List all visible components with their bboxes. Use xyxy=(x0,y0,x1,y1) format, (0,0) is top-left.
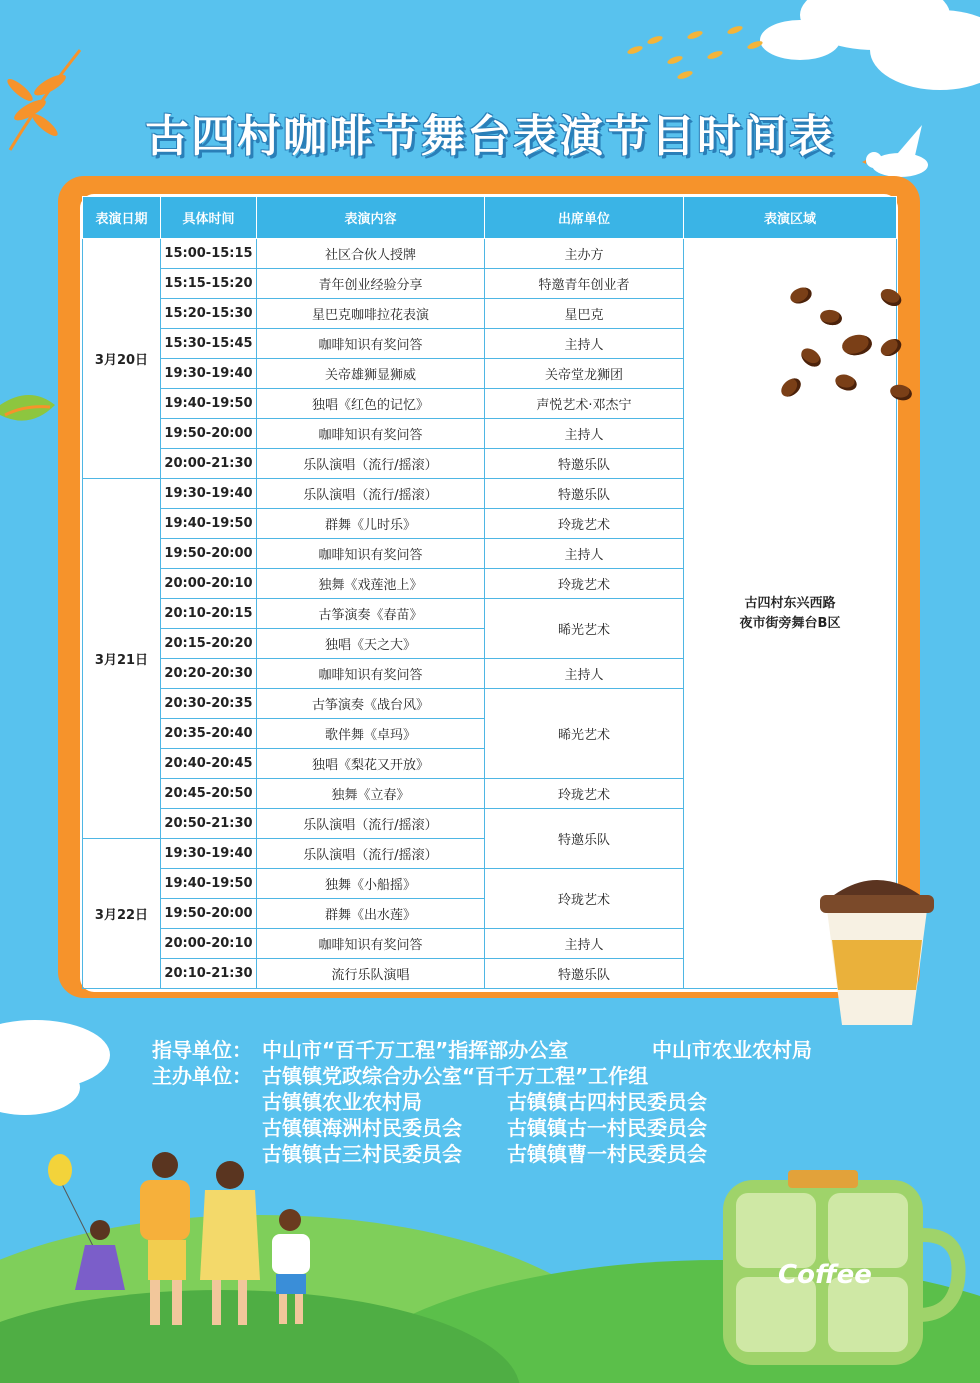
unit-cell: 主持人 xyxy=(485,929,684,959)
coffee-cup-icon xyxy=(812,865,942,1030)
unit-cell: 星巴克 xyxy=(485,299,684,329)
family-illustration xyxy=(40,1150,360,1340)
time-cell: 20:35-20:40 xyxy=(161,719,257,749)
unit-cell: 主持人 xyxy=(485,419,684,449)
content-cell: 咖啡知识有奖问答 xyxy=(257,419,485,449)
unit-cell: 声悦艺术·邓杰宁 xyxy=(485,389,684,419)
time-cell: 15:00-15:15 xyxy=(161,239,257,269)
unit-cell: 晞光艺术 xyxy=(485,689,684,779)
unit-cell: 主办方 xyxy=(485,239,684,269)
table-header-row xyxy=(83,197,897,239)
table-row xyxy=(83,239,897,269)
unit-cell: 关帝堂龙狮团 xyxy=(485,359,684,389)
time-cell: 20:50-21:30 xyxy=(161,809,257,839)
time-cell: 19:40-19:50 xyxy=(161,389,257,419)
page-title: 古四村咖啡节舞台表演节目时间表 xyxy=(145,111,835,162)
schedule-table xyxy=(82,196,897,989)
guide-org: 中山市“百千万工程”指挥部办公室 xyxy=(262,1038,569,1062)
unit-cell: 玲珑艺术 xyxy=(485,569,684,599)
content-cell: 流行乐队演唱 xyxy=(257,959,485,989)
mug-text: Coffee xyxy=(778,1260,872,1290)
time-cell: 20:15-20:20 xyxy=(161,629,257,659)
content-cell: 社区合伙人授牌 xyxy=(257,239,485,269)
unit-cell: 主持人 xyxy=(485,329,684,359)
time-cell: 19:50-20:00 xyxy=(161,419,257,449)
time-cell: 20:00-21:30 xyxy=(161,449,257,479)
time-cell: 19:30-19:40 xyxy=(161,479,257,509)
guide-label: 指导单位： xyxy=(152,1038,252,1062)
unit-cell: 玲珑艺术 xyxy=(485,509,684,539)
time-cell: 19:50-20:00 xyxy=(161,899,257,929)
unit-cell: 主持人 xyxy=(485,659,684,689)
date-cell: 3月22日 xyxy=(83,839,161,989)
content-cell: 古筝演奏《战台风》 xyxy=(257,689,485,719)
unit-cell: 晞光艺术 xyxy=(485,599,684,659)
host-org: 古镇镇农业农村局 xyxy=(262,1090,422,1114)
grain-icon xyxy=(615,10,775,90)
time-cell: 20:00-20:10 xyxy=(161,929,257,959)
time-cell: 20:40-20:45 xyxy=(161,749,257,779)
unit-cell: 特邀乐队 xyxy=(485,809,684,869)
content-cell: 青年创业经验分享 xyxy=(257,269,485,299)
host-org: 古镇镇古四村民委员会 xyxy=(507,1090,707,1114)
unit-cell: 特邀青年创业者 xyxy=(485,269,684,299)
content-cell: 独舞《小船摇》 xyxy=(257,869,485,899)
content-cell: 独唱《红色的记忆》 xyxy=(257,389,485,419)
content-cell: 咖啡知识有奖问答 xyxy=(257,539,485,569)
time-cell: 20:00-20:10 xyxy=(161,569,257,599)
date-cell: 3月20日 xyxy=(83,239,161,479)
unit-cell: 特邀乐队 xyxy=(485,959,684,989)
column-header: 表演内容 xyxy=(257,197,485,239)
content-cell: 独唱《天之大》 xyxy=(257,629,485,659)
host-org: 古镇镇曹一村民委员会 xyxy=(507,1142,707,1166)
time-cell: 20:10-21:30 xyxy=(161,959,257,989)
content-cell: 歌伴舞《卓玛》 xyxy=(257,719,485,749)
coffee-beans-icon xyxy=(780,280,920,410)
column-header: 具体时间 xyxy=(161,197,257,239)
time-cell: 19:40-19:50 xyxy=(161,509,257,539)
host-org: 古镇镇海洲村民委员会 xyxy=(262,1116,462,1140)
coffee-mug-farm-icon xyxy=(718,1165,968,1375)
time-cell: 15:30-15:45 xyxy=(161,329,257,359)
unit-cell: 特邀乐队 xyxy=(485,479,684,509)
content-cell: 咖啡知识有奖问答 xyxy=(257,329,485,359)
time-cell: 15:20-15:30 xyxy=(161,299,257,329)
time-cell: 15:15-15:20 xyxy=(161,269,257,299)
time-cell: 19:30-19:40 xyxy=(161,359,257,389)
content-cell: 乐队演唱（流行/摇滚） xyxy=(257,479,485,509)
time-cell: 20:20-20:30 xyxy=(161,659,257,689)
content-cell: 古筝演奏《春苗》 xyxy=(257,599,485,629)
content-cell: 咖啡知识有奖问答 xyxy=(257,659,485,689)
guide-org: 中山市农业农村局 xyxy=(652,1038,812,1062)
content-cell: 独舞《戏莲池上》 xyxy=(257,569,485,599)
content-cell: 咖啡知识有奖问答 xyxy=(257,929,485,959)
column-header: 出席单位 xyxy=(485,197,684,239)
column-header: 表演日期 xyxy=(83,197,161,239)
content-cell: 独舞《立春》 xyxy=(257,779,485,809)
time-cell: 20:10-20:15 xyxy=(161,599,257,629)
content-cell: 乐队演唱（流行/摇滚） xyxy=(257,449,485,479)
content-cell: 群舞《儿时乐》 xyxy=(257,509,485,539)
content-cell: 关帝雄狮显狮威 xyxy=(257,359,485,389)
time-cell: 19:40-19:50 xyxy=(161,869,257,899)
host-org: 古镇镇古一村民委员会 xyxy=(507,1116,707,1140)
time-cell: 19:50-20:00 xyxy=(161,539,257,569)
content-cell: 乐队演唱（流行/摇滚） xyxy=(257,839,485,869)
content-cell: 乐队演唱（流行/摇滚） xyxy=(257,809,485,839)
content-cell: 星巴克咖啡拉花表演 xyxy=(257,299,485,329)
unit-cell: 主持人 xyxy=(485,539,684,569)
unit-cell: 特邀乐队 xyxy=(485,449,684,479)
area-line: 古四村东兴西路 xyxy=(744,595,836,611)
column-header: 表演区域 xyxy=(684,197,897,239)
content-cell: 群舞《出水莲》 xyxy=(257,899,485,929)
time-cell: 20:30-20:35 xyxy=(161,689,257,719)
content-cell: 独唱《梨花又开放》 xyxy=(257,749,485,779)
host-org: 古镇镇古三村民委员会 xyxy=(262,1142,462,1166)
time-cell: 20:45-20:50 xyxy=(161,779,257,809)
host-label: 主办单位： xyxy=(152,1064,252,1088)
time-cell: 19:30-19:40 xyxy=(161,839,257,869)
area-line: 夜市街旁舞台B区 xyxy=(739,615,841,631)
unit-cell: 玲珑艺术 xyxy=(485,869,684,929)
unit-cell: 玲珑艺术 xyxy=(485,779,684,809)
host-org: 古镇镇党政综合办公室“百千万工程”工作组 xyxy=(262,1064,649,1088)
date-cell: 3月21日 xyxy=(83,479,161,839)
green-leaf-icon xyxy=(0,385,60,435)
